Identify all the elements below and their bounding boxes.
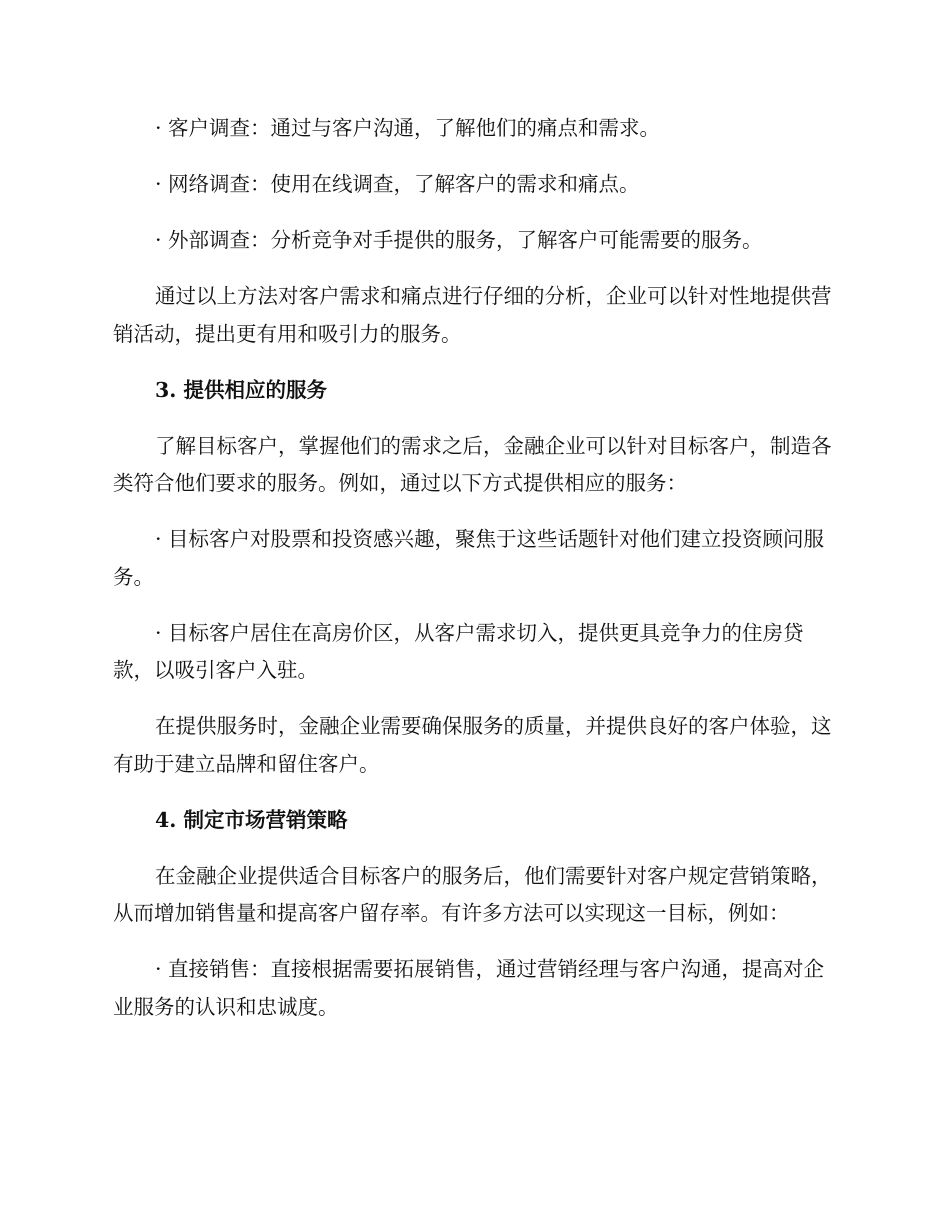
bullet-external-survey: · 外部调查：分析竞争对手提供的服务，了解客户可能需要的服务。 bbox=[155, 228, 763, 252]
section-4-intro: 在金融企业提供适合目标客户的服务后，他们需要针对客户规定营销策略，从而增加销售量和提高客户留存率。有许多方法可以实现这一目标，例如： bbox=[113, 863, 832, 925]
bullet-online-survey: · 网络调查：使用在线调查，了解客户的需求和痛点。 bbox=[155, 172, 640, 196]
section-4-heading: 4. 制定市场营销策略 bbox=[155, 807, 348, 832]
summary-paragraph: 通过以上方法对客户需求和痛点进行仔细的分析，企业可以针对性地提供营销活动，提出更有用和吸引力的服务。 bbox=[113, 284, 832, 346]
bullet-customer-survey: · 客户调查：通过与客户沟通，了解他们的痛点和需求。 bbox=[155, 116, 661, 140]
section-3-bullet-investment: · 目标客户对股票和投资感兴趣，聚焦于这些话题针对他们建立投资顾问服务。 bbox=[113, 527, 825, 589]
section-3-intro: 了解目标客户，掌握他们的需求之后，金融企业可以针对目标客户，制造各类符合他们要求的服务。例如，通过以下方式提供相应的服务： bbox=[113, 433, 832, 495]
section-4-bullet-direct-sales: · 直接销售：直接根据需要拓展销售，通过营销经理与客户沟通，提高对企业服务的认识和忠诚度。 bbox=[113, 957, 825, 1019]
section-3-heading: 3. 提供相应的服务 bbox=[155, 377, 328, 402]
section-3-bullet-housing: · 目标客户居住在高房价区，从客户需求切入，提供更具竞争力的住房贷款，以吸引客户入驻。 bbox=[113, 620, 804, 682]
section-3-closing: 在提供服务时，金融企业需要确保服务的质量，并提供良好的客户体验，这有助于建立品牌和留住客户。 bbox=[113, 714, 832, 776]
